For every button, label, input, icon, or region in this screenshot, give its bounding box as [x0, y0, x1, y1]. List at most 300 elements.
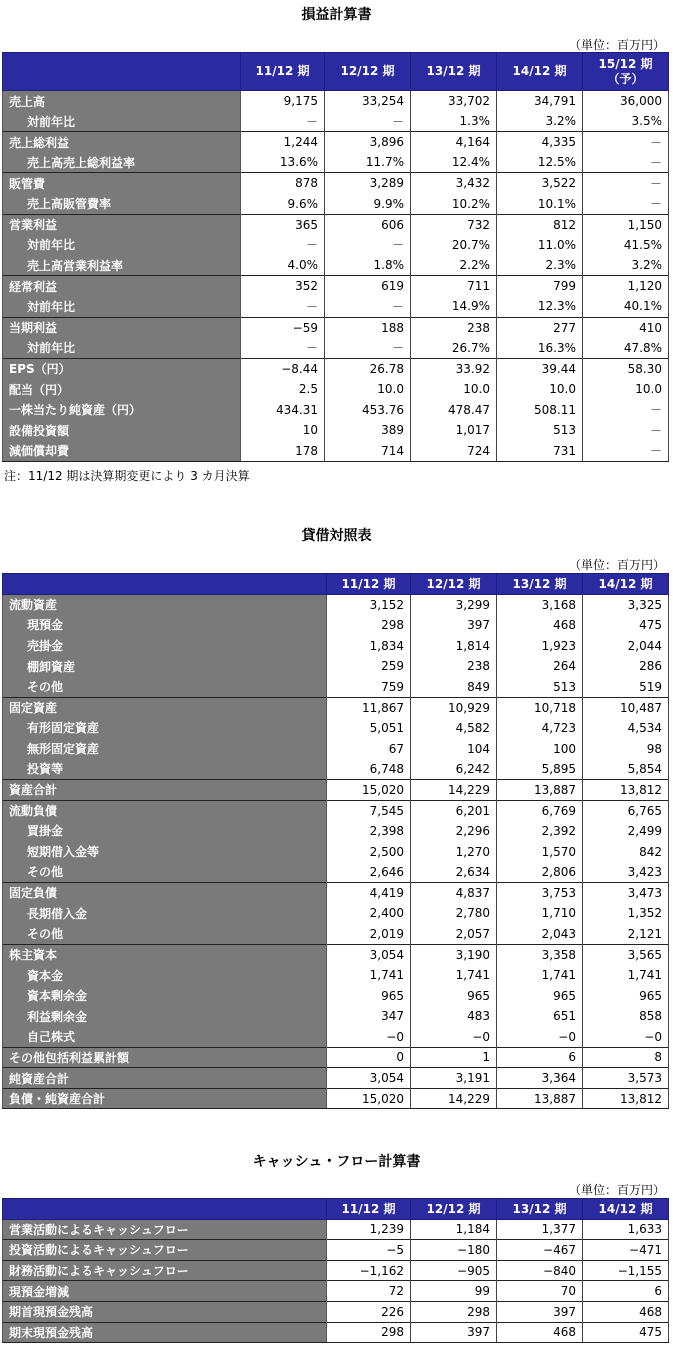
cashflow-table [2, 1198, 669, 1343]
value-cell: 3,565 [583, 944, 669, 965]
value-cell: 33,254 [325, 91, 411, 112]
value-cell: 878 [241, 173, 325, 194]
row-label: 資本剰余金 [3, 985, 327, 1006]
row-label: その他 [3, 862, 327, 883]
row-label: 短期借入金等 [3, 841, 327, 862]
value-cell: 1,633 [583, 1219, 669, 1240]
value-cell: 1,017 [411, 420, 497, 441]
value-cell: 347 [327, 1006, 411, 1027]
value-cell: 2,019 [327, 924, 411, 945]
value-cell: 513 [497, 420, 583, 441]
row-label: 負債・純資産合計 [3, 1088, 327, 1109]
value-cell: 849 [411, 676, 497, 697]
value-cell: 732 [411, 214, 497, 235]
table-row [3, 91, 669, 112]
col-header: 12/12 期 [411, 574, 497, 595]
value-cell: 298 [327, 1322, 411, 1343]
value-cell: 1,150 [583, 214, 669, 235]
value-cell: 3,191 [411, 1068, 497, 1089]
value-cell: 468 [583, 1301, 669, 1322]
value-cell: 58.30 [583, 358, 669, 379]
value-cell: 468 [497, 1322, 583, 1343]
value-cell: － [241, 111, 325, 132]
value-cell: 12.3% [497, 296, 583, 317]
table-row [3, 276, 669, 297]
value-cell: 11.0% [497, 235, 583, 256]
value-cell: 3,753 [497, 882, 583, 903]
table-row [3, 1281, 669, 1302]
value-cell: −59 [241, 317, 325, 338]
table-row [3, 441, 669, 462]
row-label: 経常利益 [3, 276, 241, 297]
balance-unit-label: （単位：百万円） [568, 558, 665, 572]
value-cell: 70 [497, 1281, 583, 1302]
table-row [3, 985, 669, 1006]
table-row [3, 193, 669, 214]
table-row [3, 173, 669, 194]
row-label: 無形固定資産 [3, 738, 327, 759]
value-cell: −840 [497, 1260, 583, 1281]
value-cell: － [583, 193, 669, 214]
value-cell: 2,296 [411, 821, 497, 842]
value-cell: 842 [583, 841, 669, 862]
col-header: 13/12 期 [497, 1199, 583, 1220]
value-cell: 10.0 [583, 379, 669, 400]
table-row [3, 1068, 669, 1089]
value-cell: 10,929 [411, 697, 497, 718]
value-cell: 226 [327, 1301, 411, 1322]
value-cell: 365 [241, 214, 325, 235]
value-cell: 9.9% [325, 193, 411, 214]
value-cell: 9,175 [241, 91, 325, 112]
table-row [3, 924, 669, 945]
value-cell: 397 [411, 1322, 497, 1343]
value-cell: 98 [583, 738, 669, 759]
value-cell: −471 [583, 1240, 669, 1261]
row-label: 長期借入金 [3, 903, 327, 924]
value-cell: 14,229 [411, 1088, 497, 1109]
value-cell: － [583, 399, 669, 420]
col-header: 14/12 期 [583, 1199, 669, 1220]
value-cell: 238 [411, 317, 497, 338]
value-cell: 2,806 [497, 862, 583, 883]
col-header: 14/12 期 [583, 574, 669, 595]
value-cell: −905 [411, 1260, 497, 1281]
cashflow-header-row [3, 1199, 669, 1220]
value-cell: −467 [497, 1240, 583, 1261]
table-row [3, 1322, 669, 1343]
value-cell: 99 [411, 1281, 497, 1302]
balance-sheet-title: 貸借対照表 [301, 528, 372, 544]
value-cell: 7,545 [327, 800, 411, 821]
value-cell: 478.47 [411, 399, 497, 420]
table-row [3, 779, 669, 800]
row-label: 売上高販管費率 [3, 193, 241, 214]
value-cell: 6,769 [497, 800, 583, 821]
table-row [3, 399, 669, 420]
value-cell: −0 [497, 1027, 583, 1048]
table-row [3, 338, 669, 359]
row-label: 売上高営業利益率 [3, 255, 241, 276]
value-cell: 1,814 [411, 635, 497, 656]
value-cell: 965 [583, 985, 669, 1006]
value-cell: 10,487 [583, 697, 669, 718]
value-cell: 3,152 [327, 594, 411, 615]
value-cell: 2.5 [241, 379, 325, 400]
value-cell: 3,299 [411, 594, 497, 615]
table-row [3, 1240, 669, 1261]
row-label: 資本金 [3, 965, 327, 986]
income-unit-label: （単位：百万円） [568, 38, 665, 52]
value-cell: 104 [411, 738, 497, 759]
value-cell: 6 [583, 1281, 669, 1302]
value-cell: － [325, 235, 411, 256]
value-cell: 10,718 [497, 697, 583, 718]
income-statement-table [2, 52, 669, 462]
value-cell: 277 [497, 317, 583, 338]
col-header: 13/12 期 [497, 574, 583, 595]
table-row [3, 944, 669, 965]
row-label: 資産合計 [3, 779, 327, 800]
header-corner [3, 53, 241, 91]
value-cell: 178 [241, 441, 325, 462]
row-label: 売掛金 [3, 635, 327, 656]
balance-sheet-table [2, 573, 669, 1109]
row-label: 買掛金 [3, 821, 327, 842]
value-cell: 3,168 [497, 594, 583, 615]
balance-header-row [3, 574, 669, 595]
table-row [3, 862, 669, 883]
table-row [3, 152, 669, 173]
row-label: 対前年比 [3, 235, 241, 256]
col-header: 11/12 期 [327, 1199, 411, 1220]
cashflow-title: キャッシュ・フロー計算書 [252, 1154, 421, 1170]
value-cell: － [325, 111, 411, 132]
value-cell: −8.44 [241, 358, 325, 379]
value-cell: 2.2% [411, 255, 497, 276]
value-cell: 6,748 [327, 759, 411, 780]
value-cell: 714 [325, 441, 411, 462]
value-cell: 10.1% [497, 193, 583, 214]
table-row [3, 317, 669, 338]
row-label: 有形固定資産 [3, 718, 327, 739]
value-cell: 12.4% [411, 152, 497, 173]
value-cell: 100 [497, 738, 583, 759]
value-cell: 0 [327, 1047, 411, 1068]
value-cell: 26.7% [411, 338, 497, 359]
value-cell: 483 [411, 1006, 497, 1027]
value-cell: 36,000 [583, 91, 669, 112]
value-cell: 799 [497, 276, 583, 297]
value-cell: 4,582 [411, 718, 497, 739]
row-label: その他 [3, 676, 327, 697]
table-row [3, 635, 669, 656]
table-row [3, 1301, 669, 1322]
value-cell: 3,573 [583, 1068, 669, 1089]
value-cell: 3.2% [583, 255, 669, 276]
value-cell: 26.78 [325, 358, 411, 379]
value-cell: 47.8% [583, 338, 669, 359]
value-cell: 1,239 [327, 1219, 411, 1240]
value-cell: 468 [497, 615, 583, 636]
value-cell: −0 [327, 1027, 411, 1048]
table-row [3, 1219, 669, 1240]
row-label: 販管費 [3, 173, 241, 194]
value-cell: 3,473 [583, 882, 669, 903]
table-row [3, 656, 669, 677]
value-cell: 3,190 [411, 944, 497, 965]
row-label: 一株当たり純資産（円） [3, 399, 241, 420]
value-cell: 1,741 [327, 965, 411, 986]
value-cell: 2,043 [497, 924, 583, 945]
value-cell: － [583, 173, 669, 194]
value-cell: 11.7% [325, 152, 411, 173]
table-row [3, 800, 669, 821]
value-cell: 397 [497, 1301, 583, 1322]
value-cell: 2,646 [327, 862, 411, 883]
row-label: 流動資産 [3, 594, 327, 615]
table-row [3, 214, 669, 235]
value-cell: 1,923 [497, 635, 583, 656]
value-cell: 812 [497, 214, 583, 235]
row-label: 設備投資額 [3, 420, 241, 441]
table-row [3, 235, 669, 256]
row-label: 現預金 [3, 615, 327, 636]
value-cell: 3,364 [497, 1068, 583, 1089]
income-footnote: 注：11/12 期は決算期変更により 3 カ月決算 [4, 469, 250, 483]
value-cell: 12.5% [497, 152, 583, 173]
value-cell: 67 [327, 738, 411, 759]
income-statement-title: 損益計算書 [301, 7, 372, 23]
col-header: 12/12 期 [411, 1199, 497, 1220]
value-cell: 1,710 [497, 903, 583, 924]
value-cell: 6,242 [411, 759, 497, 780]
value-cell: 475 [583, 1322, 669, 1343]
value-cell: 2,780 [411, 903, 497, 924]
value-cell: 965 [327, 985, 411, 1006]
value-cell: 34,791 [497, 91, 583, 112]
value-cell: 10.0 [325, 379, 411, 400]
row-label: 現預金増減 [3, 1281, 327, 1302]
value-cell: － [583, 132, 669, 153]
value-cell: 2,500 [327, 841, 411, 862]
value-cell: 1 [411, 1047, 497, 1068]
value-cell: 1,741 [411, 965, 497, 986]
row-label: 売上高売上総利益率 [3, 152, 241, 173]
value-cell: 1,377 [497, 1219, 583, 1240]
value-cell: 2,400 [327, 903, 411, 924]
value-cell: 352 [241, 276, 325, 297]
value-cell: 3,325 [583, 594, 669, 615]
table-row [3, 358, 669, 379]
table-row [3, 1047, 669, 1068]
value-cell: － [583, 441, 669, 462]
table-row [3, 882, 669, 903]
value-cell: 3,054 [327, 1068, 411, 1089]
row-label: 株主資本 [3, 944, 327, 965]
table-row [3, 903, 669, 924]
value-cell: 6,201 [411, 800, 497, 821]
value-cell: 4,534 [583, 718, 669, 739]
table-row [3, 255, 669, 276]
value-cell: 965 [411, 985, 497, 1006]
value-cell: 453.76 [325, 399, 411, 420]
value-cell: － [241, 235, 325, 256]
table-row [3, 1027, 669, 1048]
value-cell: 1,120 [583, 276, 669, 297]
table-row [3, 132, 669, 153]
value-cell: −5 [327, 1240, 411, 1261]
value-cell: 286 [583, 656, 669, 677]
row-label: 利益剰余金 [3, 1006, 327, 1027]
value-cell: 1.8% [325, 255, 411, 276]
value-cell: 5,854 [583, 759, 669, 780]
value-cell: 3,432 [411, 173, 497, 194]
value-cell: 4,164 [411, 132, 497, 153]
value-cell: 41.5% [583, 235, 669, 256]
value-cell: 15,020 [327, 779, 411, 800]
value-cell: 9.6% [241, 193, 325, 214]
value-cell: 13,887 [497, 779, 583, 800]
value-cell: 965 [497, 985, 583, 1006]
value-cell: 13,812 [583, 779, 669, 800]
value-cell: 1,834 [327, 635, 411, 656]
value-cell: 606 [325, 214, 411, 235]
value-cell: 264 [497, 656, 583, 677]
value-cell: 3,358 [497, 944, 583, 965]
value-cell: −1,162 [327, 1260, 411, 1281]
value-cell: 10.2% [411, 193, 497, 214]
value-cell: 397 [411, 615, 497, 636]
value-cell: － [583, 420, 669, 441]
row-label: 営業活動によるキャッシュフロー [3, 1219, 327, 1240]
table-row [3, 738, 669, 759]
row-label: 流動負債 [3, 800, 327, 821]
row-label: その他 [3, 924, 327, 945]
value-cell: 519 [583, 676, 669, 697]
header-corner [3, 574, 327, 595]
table-row [3, 420, 669, 441]
table-row [3, 759, 669, 780]
value-cell: 13,887 [497, 1088, 583, 1109]
row-label: 売上高 [3, 91, 241, 112]
value-cell: 259 [327, 656, 411, 677]
col-header: 12/12 期 [325, 53, 411, 91]
value-cell: −180 [411, 1240, 497, 1261]
value-cell: 10.0 [411, 379, 497, 400]
header-corner [3, 1199, 327, 1220]
value-cell: 724 [411, 441, 497, 462]
table-row [3, 965, 669, 986]
row-label: 財務活動によるキャッシュフロー [3, 1260, 327, 1281]
value-cell: 434.31 [241, 399, 325, 420]
value-cell: 759 [327, 676, 411, 697]
col-header: 14/12 期 [497, 53, 583, 91]
value-cell: 2,634 [411, 862, 497, 883]
value-cell: 2,044 [583, 635, 669, 656]
value-cell: 11,867 [327, 697, 411, 718]
row-label: 自己株式 [3, 1027, 327, 1048]
value-cell: 1,352 [583, 903, 669, 924]
table-row [3, 1006, 669, 1027]
value-cell: 14.9% [411, 296, 497, 317]
value-cell: 1,741 [583, 965, 669, 986]
value-cell: 3.2% [497, 111, 583, 132]
value-cell: 13,812 [583, 1088, 669, 1109]
value-cell: 238 [411, 656, 497, 677]
value-cell: 3.5% [583, 111, 669, 132]
value-cell: 33,702 [411, 91, 497, 112]
value-cell: 1,741 [497, 965, 583, 986]
table-row [3, 1088, 669, 1109]
value-cell: 3,054 [327, 944, 411, 965]
value-cell: 72 [327, 1281, 411, 1302]
col-header: 11/12 期 [327, 574, 411, 595]
table-row [3, 697, 669, 718]
value-cell: 2,392 [497, 821, 583, 842]
value-cell: 619 [325, 276, 411, 297]
row-label: 対前年比 [3, 296, 241, 317]
col-header: 11/12 期 [241, 53, 325, 91]
value-cell: 1,570 [497, 841, 583, 862]
value-cell: 2,398 [327, 821, 411, 842]
value-cell: 2,499 [583, 821, 669, 842]
value-cell: 1.3% [411, 111, 497, 132]
value-cell: −1,155 [583, 1260, 669, 1281]
value-cell: 3,522 [497, 173, 583, 194]
value-cell: 13.6% [241, 152, 325, 173]
value-cell: 298 [327, 615, 411, 636]
value-cell: 3,896 [325, 132, 411, 153]
row-label: 純資産合計 [3, 1068, 327, 1089]
row-label: 固定資産 [3, 697, 327, 718]
value-cell: － [583, 152, 669, 173]
value-cell: 2.3% [497, 255, 583, 276]
cashflow-unit-label: （単位：百万円） [568, 1183, 665, 1197]
row-label: 配当（円） [3, 379, 241, 400]
value-cell: － [325, 296, 411, 317]
row-label: 対前年比 [3, 111, 241, 132]
value-cell: 33.92 [411, 358, 497, 379]
value-cell: 508.11 [497, 399, 583, 420]
table-row [3, 676, 669, 697]
row-label: 投資等 [3, 759, 327, 780]
value-cell: 10 [241, 420, 325, 441]
value-cell: 2,121 [583, 924, 669, 945]
row-label: 投資活動によるキャッシュフロー [3, 1240, 327, 1261]
value-cell: 2,057 [411, 924, 497, 945]
value-cell: 4.0% [241, 255, 325, 276]
value-cell: 6,765 [583, 800, 669, 821]
forecast-period: 15/12 期 [598, 56, 653, 71]
table-row [3, 1260, 669, 1281]
value-cell: 4,723 [497, 718, 583, 739]
value-cell: 475 [583, 615, 669, 636]
value-cell: 858 [583, 1006, 669, 1027]
value-cell: 711 [411, 276, 497, 297]
income-header-row [3, 53, 669, 91]
table-row [3, 821, 669, 842]
value-cell: 5,895 [497, 759, 583, 780]
value-cell: 1,244 [241, 132, 325, 153]
row-label: 売上総利益 [3, 132, 241, 153]
table-row [3, 841, 669, 862]
value-cell: － [241, 296, 325, 317]
value-cell: 298 [411, 1301, 497, 1322]
row-label: 減価償却費 [3, 441, 241, 462]
col-header: 13/12 期 [411, 53, 497, 91]
row-label: 営業利益 [3, 214, 241, 235]
